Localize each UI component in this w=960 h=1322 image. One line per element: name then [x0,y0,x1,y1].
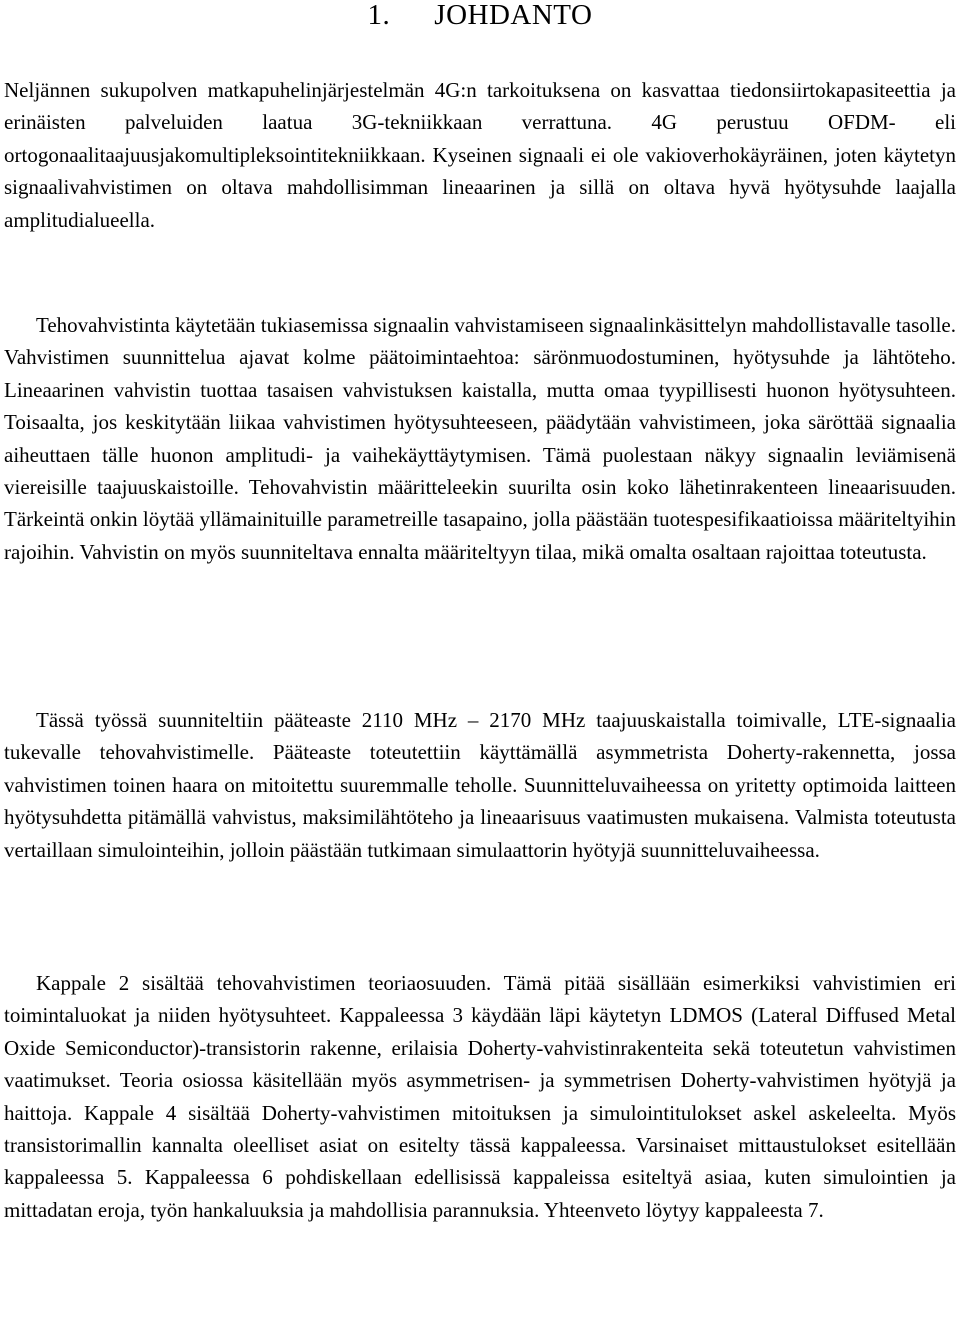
chapter-number: 1. [367,0,391,31]
chapter-title: JOHDANTO [434,0,593,31]
paragraph-intro-4g: Neljännen sukupolven matkapuhelinjärjestelmän 4G:n tarkoituksena on kasvattaa tiedonsiirtokapasiteettia ja erinäisten palveluiden laatua 3G-tekniikkaan verrattuna. 4G perustuu OFDM- eli ortogonaalitaajuusjakomultipleksointitekniikkaan. Kyseinen signaali ei ole vakioverhokäyräinen, joten käytetyn signaalivahvistimen on oltava mahdollisimman lineaarinen ja sillä on oltava hyvä hyötysuhde laajalla amplitudialueella. [4,78,956,232]
paragraph-power-amplifier: Tehovahvistinta käytetään tukiasemissa signaalin vahvistamiseen signaalinkäsittelyn mahdollistavalle tasolle. Vahvistimen suunnittelua ajavat kolme päätoimintaehtoa: särönmuodostuminen, hyötysuhde ja lähtöteho. Lineaarinen vahvistin tuottaa tasaisen vahvistuksen kaistalla, mutta omaa tyypillisesti huonon hyötysuhteen. Toisaalta, jos keskitytään liikaa vahvistimen hyötysuhteeseen, päädytään vahvistimeen, joka säröttää signaalia aiheuttaen tälle huonon amplitudi- ja vaihekäyttäytymisen. Tämä puolestaan näkyy signaalin leviämisenä viereisille taajuuskaistoille. Tehovahvistin määritteleekin suurilta osin koko lähetinrakenteen lineaarisuuden. Tärkeintä onkin löytää yllämainituille parametreille tasapaino, jolla päästään tuotespesifikaatioissa määriteltyihin rajoihin. Vahvistin on myös suunniteltava ennalta määriteltyyn tilaa, mikä omalta osaltaan rajoittaa toteutusta. [4,313,956,564]
paragraph-this-work: Tässä työssä suunniteltiin pääteaste 2110 MHz – 2170 MHz taajuuskaistalla toimivalle, LTE-signaalia tukevalle tehovahvistimelle. Pääteaste toteutettiin käyttämällä asymmetrista Doherty-rakennetta, jossa vahvistimen toinen haara on mitoitettu suuremmalle teholle. Suunnitteluvaiheessa on yritetty optimoida laitteen hyötysuhdetta pitämällä vahvistus, maksimilähtöteho ja lineaarisuus vaatimusten mukaisena. Valmista toteutusta vertaillaan simulointeihin, jolloin päästään tutkimaan simulaattorin hyötyjä suunnitteluvaiheessa. [4,708,956,862]
document-page [4,0,956,1222]
paragraph-chapter-overview: Kappale 2 sisältää tehovahvistimen teoriaosuuden. Tämä pitää sisällään esimerkiksi vahvistimien eri toimintaluokat ja niiden hyötysuhteet. Kappaleessa 3 käydään läpi käytetyn LDMOS (Lateral Diffused Metal Oxide Semiconductor)-transistorin rakenne, erilaisia Doherty-vahvistinrakenteita sekä toteutetun vahvistimen vaatimukset. Teoria osiossa käsitellään myös asymmetrisen- ja symmetrisen Doherty-vahvistimen hyötyjä ja haittoja. Kappale 4 sisältää Doherty-vahvistimen mitoituksen ja simulointitulokset askel askeleelta. Myös transistorimallin kannalta oleelliset asiat on esitelty tässä kappaleessa. Varsinaiset mittaustulokset esitellään kappaleessa 5. Kappaleessa 6 pohdiskellaan edellisissä kappaleissa esiteltyä asiaa, kuten simulointien ja mittadatan eroja, työn hankaluuksia ja mahdollisia parannuksia. Yhteenveto löytyy kappaleesta 7. [4,971,956,1222]
chapter-heading [4,0,956,44]
